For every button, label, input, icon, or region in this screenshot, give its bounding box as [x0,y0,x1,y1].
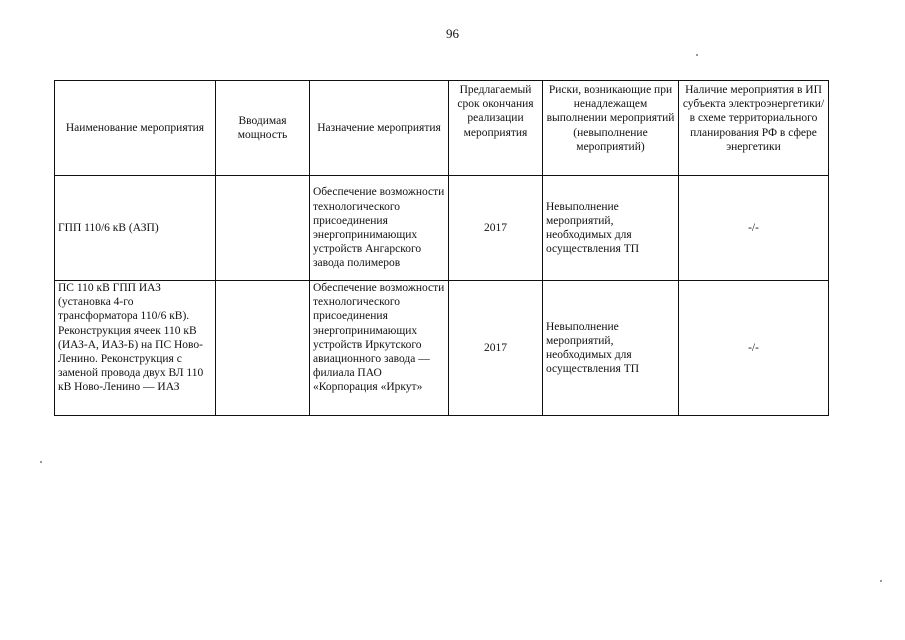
cell-risks: Невыполнение мероприятий, необходимых для осуществления ТП [543,176,679,281]
measures-table [54,80,829,416]
scan-speck [696,54,698,56]
table-header-row [55,81,829,176]
cell-name: ПС 110 кВ ГПП ИАЗ (установка 4-го трансформатора 110/6 кВ). Реконструкция ячеек 110 кВ (ИАЗ-А, ИАЗ-Б) на ПС Ново-Ленино. Реконструкция с заменой провода двух ВЛ 110 кВ Ново-Ленино — ИАЗ [55,281,216,416]
header-deadline: Предлагаемый срок окончания реализации мероприятия [449,81,543,176]
cell-presence: -/- [679,281,829,416]
cell-risks: Невыполнение мероприятий, необходимых для осуществления ТП [543,281,679,416]
cell-purpose: Обеспечение возможности технологического присоединения энергопринимающих устройств Иркутского авиационного завода — филиала ПАО «Корпорация «Иркут» [310,281,449,416]
cell-deadline: 2017 [449,281,543,416]
table-row [55,281,829,416]
scan-speck [40,461,42,463]
cell-capacity [216,176,310,281]
page-number: 96 [446,26,459,41]
header-risks: Риски, возникающие при ненадлежащем выполнении мероприятий (невыполнение мероприятий) [543,81,679,176]
cell-deadline: 2017 [449,176,543,281]
scan-speck [880,580,882,582]
header-purpose: Назначение мероприятия [310,81,449,176]
table-row [55,176,829,281]
cell-purpose: Обеспечение возможности технологического присоединения энергопринимающих устройств Ангарского завода полимеров [310,176,449,281]
header-name: Наименование мероприятия [55,81,216,176]
cell-name: ГПП 110/6 кВ (АЗП) [55,176,216,281]
header-capacity: Вводимая мощность [216,81,310,176]
cell-capacity [216,281,310,416]
cell-presence: -/- [679,176,829,281]
header-presence: Наличие мероприятия в ИП субъекта электроэнергетики/в схеме территориального планирования РФ в сфере энергетики [679,81,829,176]
